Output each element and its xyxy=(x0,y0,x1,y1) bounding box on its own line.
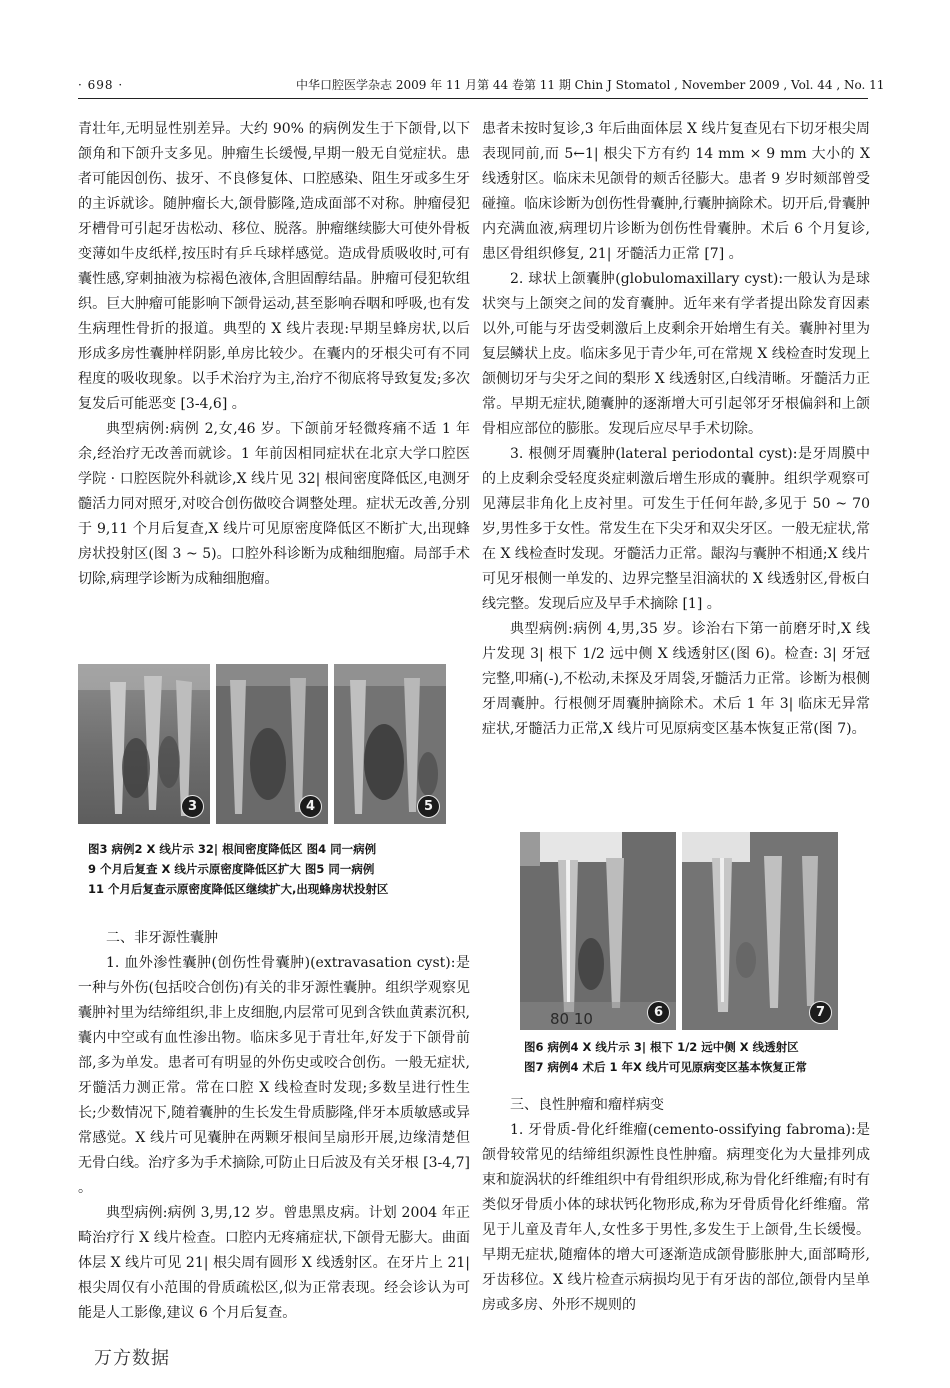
right-column-top-text xyxy=(482,117,870,742)
paragraph-case-3: 典型病例:病例 3,男,12 岁。曾患黑皮病。计划 2004 年正畸治疗行 X 线片检查。口腔内无疼痛症状,下颌骨无膨大。曲面体层 X 线片可见 21| 根尖周有圆形 X 线透射区。在牙片上 21| 根尖周仅有小范围的骨质疏松区,似为正常表现。经会诊认为可能是人工影像,建议 6 个月后复查。 xyxy=(78,1205,470,1321)
xray-figure-3 xyxy=(78,664,210,824)
paragraph-case-3-continued: 患者未按时复诊,3 年后曲面体层 X 线片复查见右下切牙根尖周表现同前,而 5←1| 根尖下方有约 14 mm × 9 mm 大小的 X 线透射区。临床未见颌骨的颊舌径膨大。患者 9 岁时颏部曾受碰撞。临床诊断为创伤性骨囊肿,行囊肿摘除术。切开后,骨囊肿内充满血液,病理切片诊断为创伤性骨囊肿。术后 6 个月复诊,患区骨组织修复, 21| 牙髓活力正常 [7] 。 xyxy=(482,121,870,262)
xray-figure-7 xyxy=(682,832,838,1030)
figures-3-5-caption xyxy=(88,839,470,899)
figure-label-4: 4 xyxy=(299,795,322,818)
paragraph-globulomaxillary-cyst: 2. 球状上颌囊肿(globulomaxillary cyst):一般认为是球状突与上颌突之间的发育囊肿。近年来有学者提出除发育因素以外,可能与牙齿受刺激后上皮剩余开始增生有关。囊肿衬里为复层鳞状上皮。临床多见于青少年,可在常规 X 线检查时发现上颌侧切牙与尖牙之间的梨形 X 线透射区,白线清晰。牙髓活力正常。早期无症状,随囊肿的逐渐增大可引起邻牙牙根偏斜和上颌骨相应部位的膨胀。发现后应尽早手术切除。 xyxy=(482,271,870,437)
paragraph-extravasation-cyst: 1. 血外渗性囊肿(创伤性骨囊肿)(extravasation cyst):是一种与外伤(包括咬合创伤)有关的非牙源性囊肿。组织学观察见囊肿衬里为结缔组织,非上皮细胞,内层常可见到含铁血黄素沉积,囊内中空或有血性渗出物。临床多见于青壮年,好发于下颌骨前部,多为单发。患者可有明显的外伤史或咬合创伤。一般无症状,牙髓活力测正常。常在口腔 X 线检查时发现;多数呈进行性生长;少数情况下,随着囊肿的生长发生骨质膨隆,伴牙本质敏感或异常感觉。X 线片可见囊肿在两颗牙根间呈扇形开展,边缘清楚但无骨白线。治疗多为手术摘除,可防止日后波及有关牙根 [3-4,7] 。 xyxy=(78,955,470,1196)
caption-line: 9 个月后复查 X 线片示原密度降低区扩大 图5 同一病例 xyxy=(88,862,375,876)
section-heading-benign-tumors: 三、良性肿瘤和瘤样病变 xyxy=(510,1097,664,1113)
xray-figure-5 xyxy=(334,664,446,824)
header-rule xyxy=(78,98,868,99)
figure-label-7: 7 xyxy=(809,1001,832,1024)
paragraph-case-2: 典型病例:病例 2,女,46 岁。下颌前牙轻微疼痛不适 1 年余,经治疗无改善而就诊。1 年前因相同症状在北京大学口腔医学院 · 口腔医院外科就诊,X 线片见 32| 根间密度降低区,电测牙髓活力同对照牙,对咬合创伤做咬合调整处理。症状无改善,分别于 9,11 个月后复查,X 线片可见原密度降低区不断扩大,出现蜂房状投射区(图 3 ~ 5)。口腔外科诊断为成釉细胞瘤。局部手术切除,病理学诊断为成釉细胞瘤。 xyxy=(78,421,470,587)
figure-label-3: 3 xyxy=(181,795,204,818)
paragraph-cemento-ossifying-fibroma: 1. 牙骨质-骨化纤维瘤(cemento-ossifying fabroma):是颌骨较常见的结缔组织源性良性肿瘤。病理变化为大量排列成束和旋涡状的纤维组织中有骨组织形成,称为骨化纤维瘤;有时有类似牙骨质小体的球状钙化物形成,称为牙骨质骨化纤维瘤。常见于儿童及青年人,女性多于男性,多发生于上颌骨,生长缓慢。早期无症状,随瘤体的增大可逐渐造成颌骨膨胀肿大,面部畸形,牙齿移位。X 线片检查示病损均见于有牙齿的部位,颌骨内呈单房或多房、外形不规则的 xyxy=(482,1122,870,1313)
right-column-bottom-text xyxy=(482,1093,870,1318)
journal-header: 中华口腔医学杂志 2009 年 11 月第 44 卷第 11 期 Chin J Stomatol , November 2009 , Vol. 44 , No. 11 xyxy=(296,78,885,92)
caption-line: 图3 病例2 X 线片示 32| 根间密度降低区 图4 同一病例 xyxy=(88,842,377,856)
xray-figure-4 xyxy=(216,664,328,824)
caption-line: 图7 病例4 术后 1 年X 线片可见原病变区基本恢复正常 xyxy=(524,1060,807,1074)
paragraph-case-4: 典型病例:病例 4,男,35 岁。诊治右下第一前磨牙时,X 线片发现 3| 根下 1/2 远中侧 X 线透射区(图 6)。检查: 3| 牙冠完整,叩痛(-),不松动,未探及牙周袋,牙髓活力正常。诊断为根侧牙周囊肿。行根侧牙周囊肿摘除术。术后 1 年 3| 临床无异常症状,牙髓活力正常,X 线片可见原病变区基本恢复正常(图 7)。 xyxy=(482,621,870,737)
wanfang-watermark: 万方数据 xyxy=(94,1348,170,1369)
left-column-bottom-text xyxy=(78,926,470,1326)
figure-label-6: 6 xyxy=(647,1001,670,1024)
section-heading-non-odontogenic-cysts: 二、非牙源性囊肿 xyxy=(106,930,218,946)
figures-6-7-caption xyxy=(524,1037,870,1077)
caption-line: 11 个月后复查示原密度降低区继续扩大,出现蜂房状投射区 xyxy=(88,882,389,896)
caption-line: 图6 病例4 X 线片示 3| 根下 1/2 远中侧 X 线透射区 xyxy=(524,1040,799,1054)
page-number: · 698 · xyxy=(78,78,124,92)
paragraph-lateral-periodontal-cyst: 3. 根侧牙周囊肿(lateral periodontal cyst):是牙周膜中的上皮剩余受轻度炎症刺激后增生形成的囊肿。组织学观察可见薄层非角化上皮衬里。可发生于任何年龄,多见于 50 ~ 70 岁,男性多于女性。常发生在下尖牙和双尖牙区。一般无症状,常在 X 线检查时发现。牙髓活力正常。龈沟与囊肿不相通;X 线片可见牙根侧一单发的、边界完整呈泪滴状的 X 线透射区,骨板白线完整。发现后应及早手术摘除 [1] 。 xyxy=(482,446,870,612)
figure-label-5: 5 xyxy=(417,795,440,818)
film-marking: 80 10 xyxy=(550,1010,593,1028)
paragraph-ameloblastoma-continued: 青壮年,无明显性别差异。大约 90% 的病例发生于下颌骨,以下颌角和下颌升支多见。肿瘤生长缓慢,早期一般无自觉症状。患者可能因创伤、拔牙、不良修复体、口腔感染、阻生牙或多生牙的主诉就诊。随肿瘤长大,颌骨膨隆,造成面部不对称。肿瘤侵犯牙槽骨可引起牙齿松动、移位、脱落。肿瘤继续膨大可使外骨板变薄如牛皮纸样,按压时有乒乓球样感觉。造成骨质吸收时,可有囊性感,穿刺抽液为棕褐色液体,含胆固醇结晶。肿瘤可侵犯软组织。巨大肿瘤可能影响下颌骨运动,甚至影响吞咽和呼吸,也有发生病理性骨折的报道。典型的 X 线片表现:早期呈蜂房状,以后形成多房性囊肿样阴影,单房比较少。在囊内的牙根尖可有不同程度的吸收现象。以手术治疗为主,治疗不彻底将导致复发;多次复发后可能恶变 [3-4,6] 。 xyxy=(78,121,470,412)
left-column-top-text xyxy=(78,117,470,592)
xray-figure-6 xyxy=(520,832,676,1030)
